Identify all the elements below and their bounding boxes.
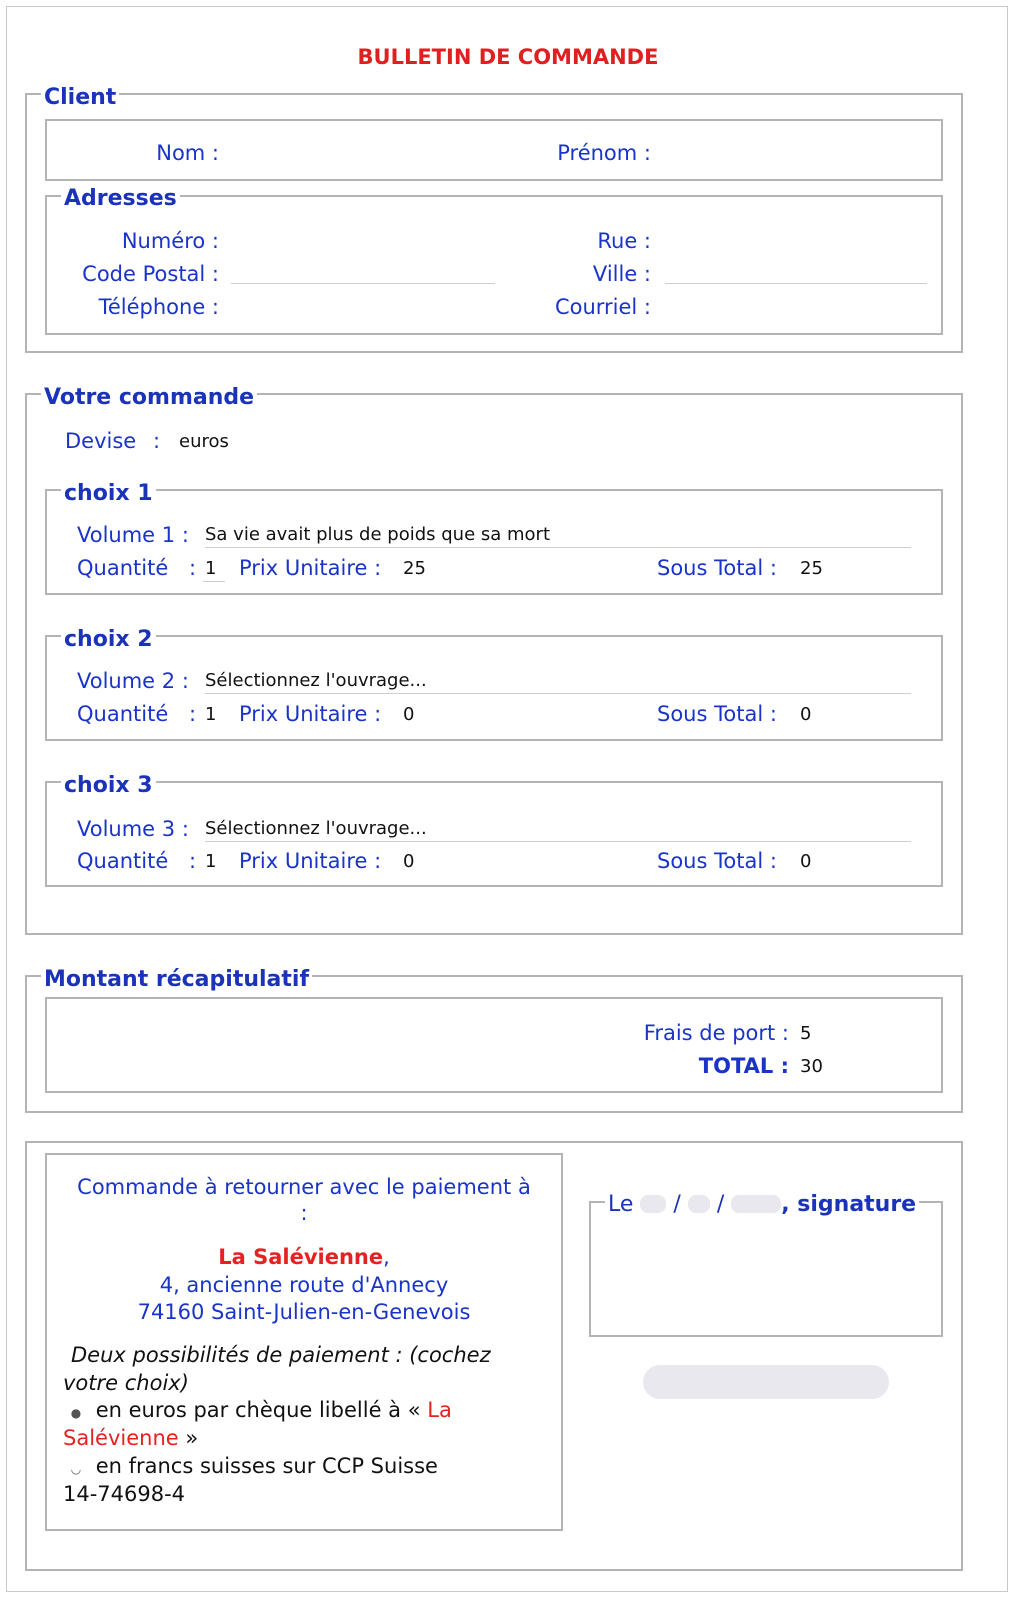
sous-total-1-value: 25 — [800, 558, 823, 579]
commande-legend: Votre commande — [41, 387, 257, 409]
date-slash-2: / — [716, 1192, 725, 1217]
recap-legend: Montant récapitulatif — [41, 969, 312, 991]
quantite-2-colon: : — [189, 702, 197, 726]
sous-total-3-value: 0 — [800, 851, 812, 872]
sous-total-2-label: Sous Total : — [657, 702, 777, 726]
quantite-1-label: Quantité — [77, 556, 169, 580]
volume-3-label: Volume 3 : — [77, 817, 189, 841]
choix-1-legend: choix 1 — [61, 483, 156, 505]
recap-inner-box — [45, 997, 943, 1093]
volume-2-underline — [205, 693, 911, 694]
devise-label: Devise — [65, 429, 137, 453]
radio-chf[interactable]: ◡ — [70, 1462, 82, 1476]
form-title: BULLETIN DE COMMANDE — [357, 45, 659, 69]
quantite-3-colon: : — [189, 849, 197, 873]
payee-address-1: 4, ancienne route d'Annecy — [159, 1273, 449, 1297]
date-month-redacted — [688, 1195, 710, 1213]
payment-intro-colon: : — [300, 1201, 308, 1225]
volume-2-label: Volume 2 : — [77, 669, 189, 693]
quantite-3-label: Quantité — [77, 849, 169, 873]
devise-colon: : — [153, 429, 161, 453]
date-year-redacted — [731, 1195, 781, 1213]
frais-de-port-label: Frais de port : — [643, 1021, 789, 1045]
prix-3-label: Prix Unitaire : — [239, 849, 382, 873]
total-label: TOTAL : — [698, 1054, 789, 1078]
courriel-label: Courriel : — [554, 295, 651, 319]
prix-1-label: Prix Unitaire : — [239, 556, 382, 580]
payment-option-euros — [63, 1400, 452, 1421]
volume-1-label: Volume 1 : — [77, 523, 189, 547]
adresses-legend: Adresses — [61, 188, 180, 210]
numero-label: Numéro : — [121, 229, 219, 253]
total-value: 30 — [800, 1056, 823, 1077]
signature-word: , signature — [781, 1192, 917, 1217]
frais-de-port-value: 5 — [800, 1023, 812, 1044]
payment-option-chf-account: 14-74698-4 — [63, 1482, 186, 1506]
payment-option-euros-line-2 — [63, 1428, 198, 1449]
prix-2-label: Prix Unitaire : — [239, 702, 382, 726]
choix-3-legend: choix 3 — [61, 775, 156, 797]
date-slash-1: / — [673, 1192, 681, 1217]
payee-address-2: 74160 Saint-Julien-en-Genevois — [137, 1300, 471, 1324]
payment-option-chf-text: en francs suisses sur CCP Suisse — [95, 1454, 438, 1478]
ville-field[interactable] — [665, 283, 927, 284]
code-postal-label: Code Postal : — [82, 262, 219, 286]
payee-name-comma: , — [383, 1245, 390, 1269]
payment-option-euros-payee-cont: Salévienne — [63, 1426, 179, 1450]
date-day-redacted — [640, 1195, 666, 1213]
quantite-2-label: Quantité — [77, 702, 169, 726]
payment-option-chf — [63, 1456, 438, 1477]
volume-3-select[interactable]: Sélectionnez l'ouvrage... — [205, 818, 427, 839]
client-legend: Client — [41, 87, 119, 109]
volume-1-underline — [205, 547, 911, 548]
payment-option-euros-end: » — [185, 1426, 199, 1450]
order-form-page — [6, 6, 1008, 1592]
quantite-3-input[interactable]: 1 — [205, 851, 217, 872]
prix-3-value: 0 — [403, 851, 415, 872]
quantite-1-underline — [203, 581, 225, 582]
prix-2-value: 0 — [403, 704, 415, 725]
rue-label: Rue : — [597, 229, 651, 253]
signature-redacted — [643, 1365, 889, 1399]
prenom-label: Prénom : — [557, 141, 651, 165]
quantite-1-input[interactable]: 1 — [205, 558, 217, 579]
choix-2-legend: choix 2 — [61, 629, 156, 651]
sous-total-1-label: Sous Total : — [657, 556, 777, 580]
quantite-1-colon: : — [189, 556, 197, 580]
sous-total-3-label: Sous Total : — [657, 849, 777, 873]
payment-intro: Commande à retourner avec le paiement à — [77, 1175, 531, 1199]
quantite-2-input[interactable]: 1 — [205, 704, 217, 725]
payee-name: La Salévienne — [218, 1245, 384, 1269]
prix-1-value: 25 — [403, 558, 426, 579]
signature-legend — [605, 1193, 919, 1216]
payment-option-euros-payee: La — [427, 1398, 452, 1422]
signature-fieldset — [589, 1201, 943, 1337]
volume-2-select[interactable]: Sélectionnez l'ouvrage... — [205, 670, 427, 691]
sous-total-2-value: 0 — [800, 704, 812, 725]
payment-options-line-2: votre choix) — [63, 1371, 189, 1395]
volume-3-underline — [205, 841, 911, 842]
payment-option-euros-text: en euros par chèque libellé à « — [95, 1398, 421, 1422]
payee-name-line — [47, 1247, 561, 1268]
devise-value[interactable]: euros — [179, 431, 229, 452]
nom-label: Nom : — [156, 141, 219, 165]
telephone-label: Téléphone : — [98, 295, 219, 319]
ville-label: Ville : — [592, 262, 651, 286]
volume-1-select[interactable]: Sa vie avait plus de poids que sa mort — [205, 524, 551, 545]
radio-euros[interactable]: ● — [70, 1406, 82, 1420]
payment-options-line-1: Deux possibilités de paiement : (cochez — [71, 1343, 491, 1367]
code-postal-field[interactable] — [231, 283, 495, 284]
signature-le: Le — [608, 1192, 634, 1217]
